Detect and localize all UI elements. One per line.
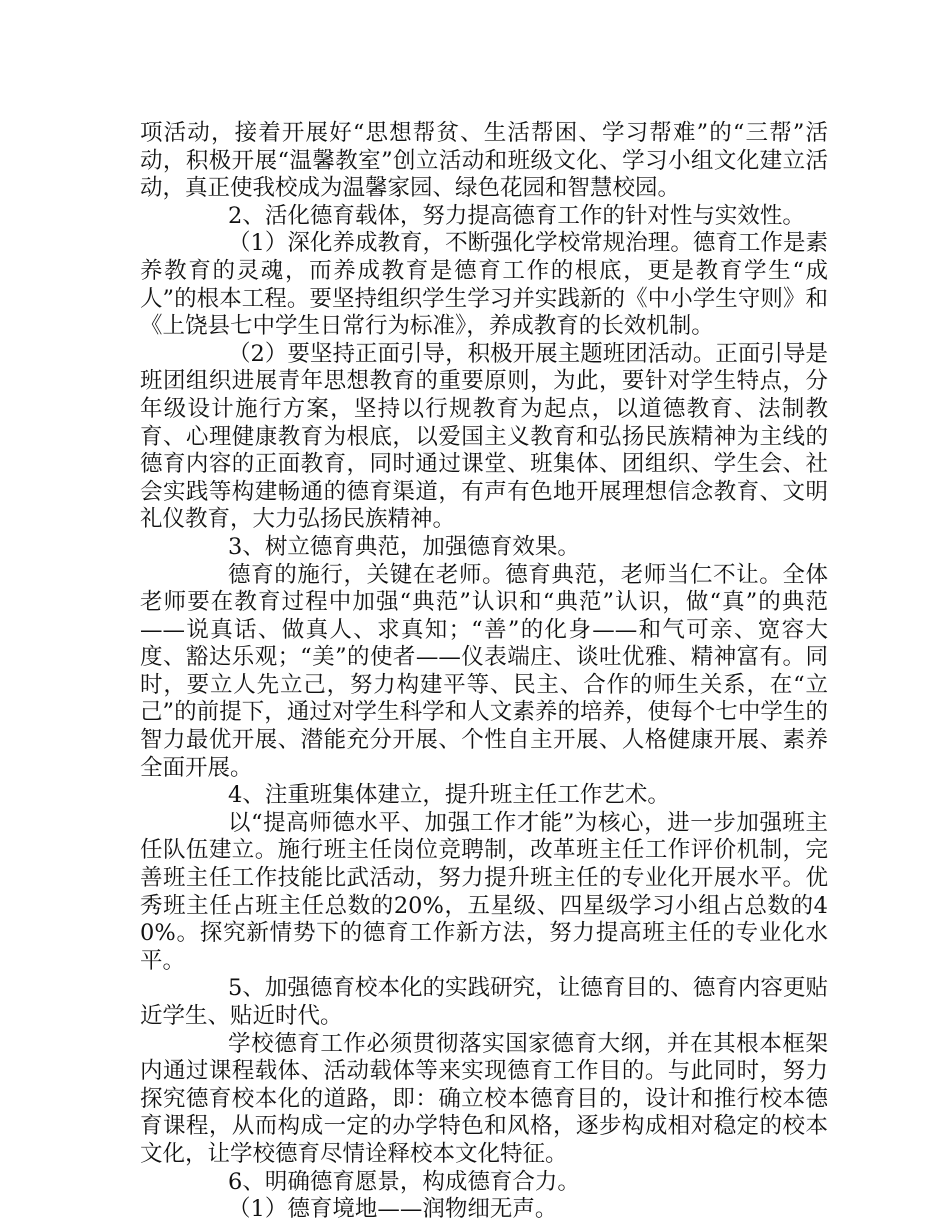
heading-item-4: 4、注重班集体建立，提升班主任工作艺术。 [228,782,670,809]
heading-item-2: 2、活化德育载体，努力提高德育工作的针对性与实效性。 [228,202,805,229]
paragraph-school-based: 学校德育工作必须贯彻落实国家德育大纲，并在其根本框架内通过课程载体、活动载体等来实现德育工作目的。与此同时，努力探究德育校本化的道路，即：确立校本德育目的，设计和推行校本德育课程，从而构成一定的办学特色和风格，逐步构成相对稳定的校本文化，让学校德育尽情诠释校本文化特征。 [140,1030,828,1167]
paragraph-continuation: 项活动，接着开展好“思想帮贫、生活帮困、学习帮难”的“三帮”活动，积极开展“温馨教室”创立活动和班级文化、学习小组文化建立活动，真正使我校成为温馨家园、绿色花园和智慧校园。 [140,120,828,202]
paragraph-sub-2: （2）要坚持正面引导，积极开展主题班团活动。正面引导是班团组织进展青年思想教育的重要原则，为此，要针对学生特点，分年级设计施行方案，坚持以行规教育为起点，以道德教育、法制教育、心理健康教育为根底，以爱国主义教育和弘扬民族精神为主线的德育内容的正面教育，同时通过课堂、班集体、团组织、学生会、社会实践等构建畅通的德育渠道，有声有色地开展理想信念教育、文明礼仪教育，大力弘扬民族精神。 [140,340,828,533]
paragraph-sub-6-1: （1）德育境地——润物细无声。 [228,1196,558,1223]
heading-item-6: 6、明确德育愿景，构成德育合力。 [228,1168,580,1195]
paragraph-class-teacher: 以“提高师德水平、加强工作才能”为核心，进一步加强班主任队伍建立。施行班主任岗位竞聘制，改革班主任工作评价机制，完善班主任工作技能比武活动，努力提升班主任的专业化开展水平。优秀班主任占班主任总数的20%，五星级、四星级学习小组占总数的40%。探究新情势下的德育工作新方法，努力提高班主任的专业化水平。 [140,809,828,974]
paragraph-teacher-model: 德育的施行，关键在老师。德育典范，老师当仁不让。全体老师要在教育过程中加强“典范”认识和“典范”认识，做“真”的典范——说真话、做真人、求真知；“善”的化身——和气可亲、宽容大度、豁达乐观；“美”的使者——仪表端庄、谈吐优雅、精神富有。同时，要立人先立己，努力构建平等、民主、合作的师生关系，在“立己”的前提下，通过对学生科学和人文素养的培养，使每个七中学生的智力最优开展、潜能充分开展、个性自主开展、人格健康开展、素养全面开展。 [140,561,828,781]
heading-item-3: 3、树立德育典范，加强德育效果。 [228,533,580,560]
heading-item-5: 5、加强德育校本化的实践研究，让德育目的、德育内容更贴近学生、贴近时代。 [140,975,828,1029]
document-body [140,120,828,1224]
paragraph-sub-1: （1）深化养成教育，不断强化学校常规治理。德育工作是素养教育的灵魂，而养成教育是德育工作的根底，更是教育学生“成人”的根本工程。要坚持组织学生学习并实践新的《中小学生守则》和《上饶县七中学生日常行为标准》，养成教育的长效机制。 [140,230,828,340]
